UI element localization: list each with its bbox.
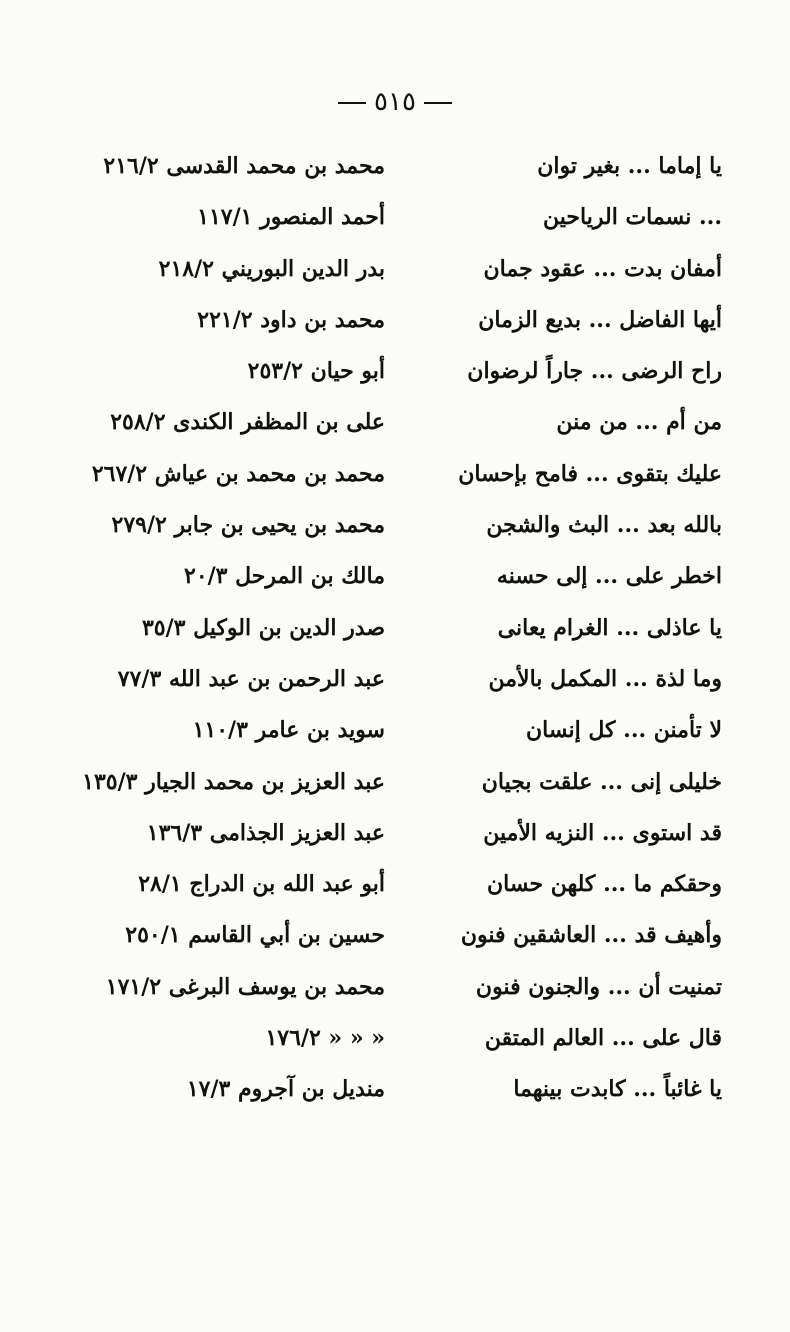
poet-attribution: محمد بن داود ٢٢١/٢: [197, 306, 385, 333]
poet-attribution: حسين بن أبي القاسم ٢٥٠/١: [125, 922, 385, 949]
index-entry: [0, 244, 790, 295]
verse-first-words: يا غائباً ... كابدت بينهما: [513, 1076, 722, 1103]
poet-attribution: عبد الرحمن بن عبد الله ٧٧/٣: [117, 665, 385, 692]
poet-attribution: بدر الدين البوريني ٢١٨/٢: [158, 255, 385, 282]
verse-first-words: وما لذة ... المكمل بالأمن: [488, 665, 722, 692]
index-entry: [0, 346, 790, 397]
verse-first-words: يا إماما ... بغير توان: [537, 153, 722, 179]
poet-attribution: أبو حيان ٢٥٣/٢: [247, 358, 385, 385]
verse-first-words: اخطر على ... إلى حسنه: [496, 563, 722, 590]
index-entry: [0, 757, 790, 808]
index-entry: [0, 1013, 790, 1064]
verse-first-words: قال على ... العالم المتقن: [484, 1025, 722, 1052]
poet-attribution: عبد العزيز بن محمد الجيار ١٣٥/٣: [82, 768, 385, 795]
verse-first-words: يا عاذلى ... الغرام يعانى: [497, 614, 722, 641]
verse-first-words: وحقكم ما ... كلهن حسان: [487, 871, 722, 898]
page-header: [0, 82, 790, 122]
header-dash-left: [338, 102, 366, 104]
poet-attribution: « « « ١٧٦/٢: [265, 1025, 385, 1052]
index-entry: [0, 859, 790, 910]
index-entry: [0, 551, 790, 602]
index-entry: [0, 141, 790, 192]
verse-first-words: خليلى إنى ... علقت بجيان: [481, 768, 722, 795]
poet-attribution: أحمد المنصور ١١٧/١: [197, 204, 385, 231]
index-entry: [0, 603, 790, 654]
verse-first-words: وأهيف قد ... العاشقين فنون: [460, 922, 722, 949]
page-number: ٥١٥: [374, 87, 416, 117]
verse-first-words: عليك بتقوى ... فامح بإحسان: [458, 460, 722, 487]
poet-attribution: محمد بن محمد القدسى ٢١٦/٢: [103, 153, 385, 179]
verse-first-words: أمفان بدت ... عقود جمان: [483, 255, 722, 282]
poet-attribution: عبد العزيز الجذامى ١٣٦/٣: [146, 819, 385, 846]
index-entry: [0, 808, 790, 859]
poet-attribution: صدر الدين بن الوكيل ٣٥/٣: [141, 614, 385, 641]
verse-first-words: بالله بعد ... البث والشجن: [486, 512, 722, 539]
poet-attribution: أبو عبد الله بن الدراج ٢٨/١: [138, 871, 385, 898]
verse-first-words: راح الرضى ... جاراً لرضوان: [467, 358, 722, 385]
verse-first-words: لا تأمنن ... كل إنسان: [525, 717, 722, 744]
index-entry: [0, 397, 790, 448]
verse-first-words: من أم ... من منن: [556, 409, 722, 436]
index-entry: [0, 295, 790, 346]
verse-first-words: ... نسمات الرياحين: [543, 204, 722, 231]
verse-first-words: أيها الفاضل ... بديع الزمان: [478, 306, 722, 333]
verse-first-words: قد استوى ... النزيه الأمين: [483, 819, 722, 846]
index-entry: [0, 910, 790, 961]
verse-first-words: تمنيت أن ... والجنون فنون: [475, 973, 722, 1000]
poet-attribution: محمد بن يوسف البرغى ١٧١/٢: [105, 973, 385, 1000]
poet-attribution: محمد بن يحيى بن جابر ٢٧٩/٢: [111, 512, 385, 539]
header-dash-right: [424, 102, 452, 104]
poet-attribution: سويد بن عامر ١١٠/٣: [192, 717, 385, 744]
index-list: [0, 141, 790, 1116]
index-entry: [0, 192, 790, 243]
poet-attribution: محمد بن محمد بن عياش ٢٦٧/٢: [91, 460, 385, 487]
index-entry: [0, 962, 790, 1013]
poet-attribution: على بن المظفر الكندى ٢٥٨/٢: [110, 409, 385, 436]
index-entry: [0, 705, 790, 756]
poet-attribution: منديل بن آجروم ١٧/٣: [186, 1076, 385, 1103]
index-entry: [0, 449, 790, 500]
poet-attribution: مالك بن المرحل ٢٠/٣: [184, 563, 385, 590]
index-entry: [0, 500, 790, 551]
index-entry: [0, 1064, 790, 1115]
index-entry: [0, 654, 790, 705]
